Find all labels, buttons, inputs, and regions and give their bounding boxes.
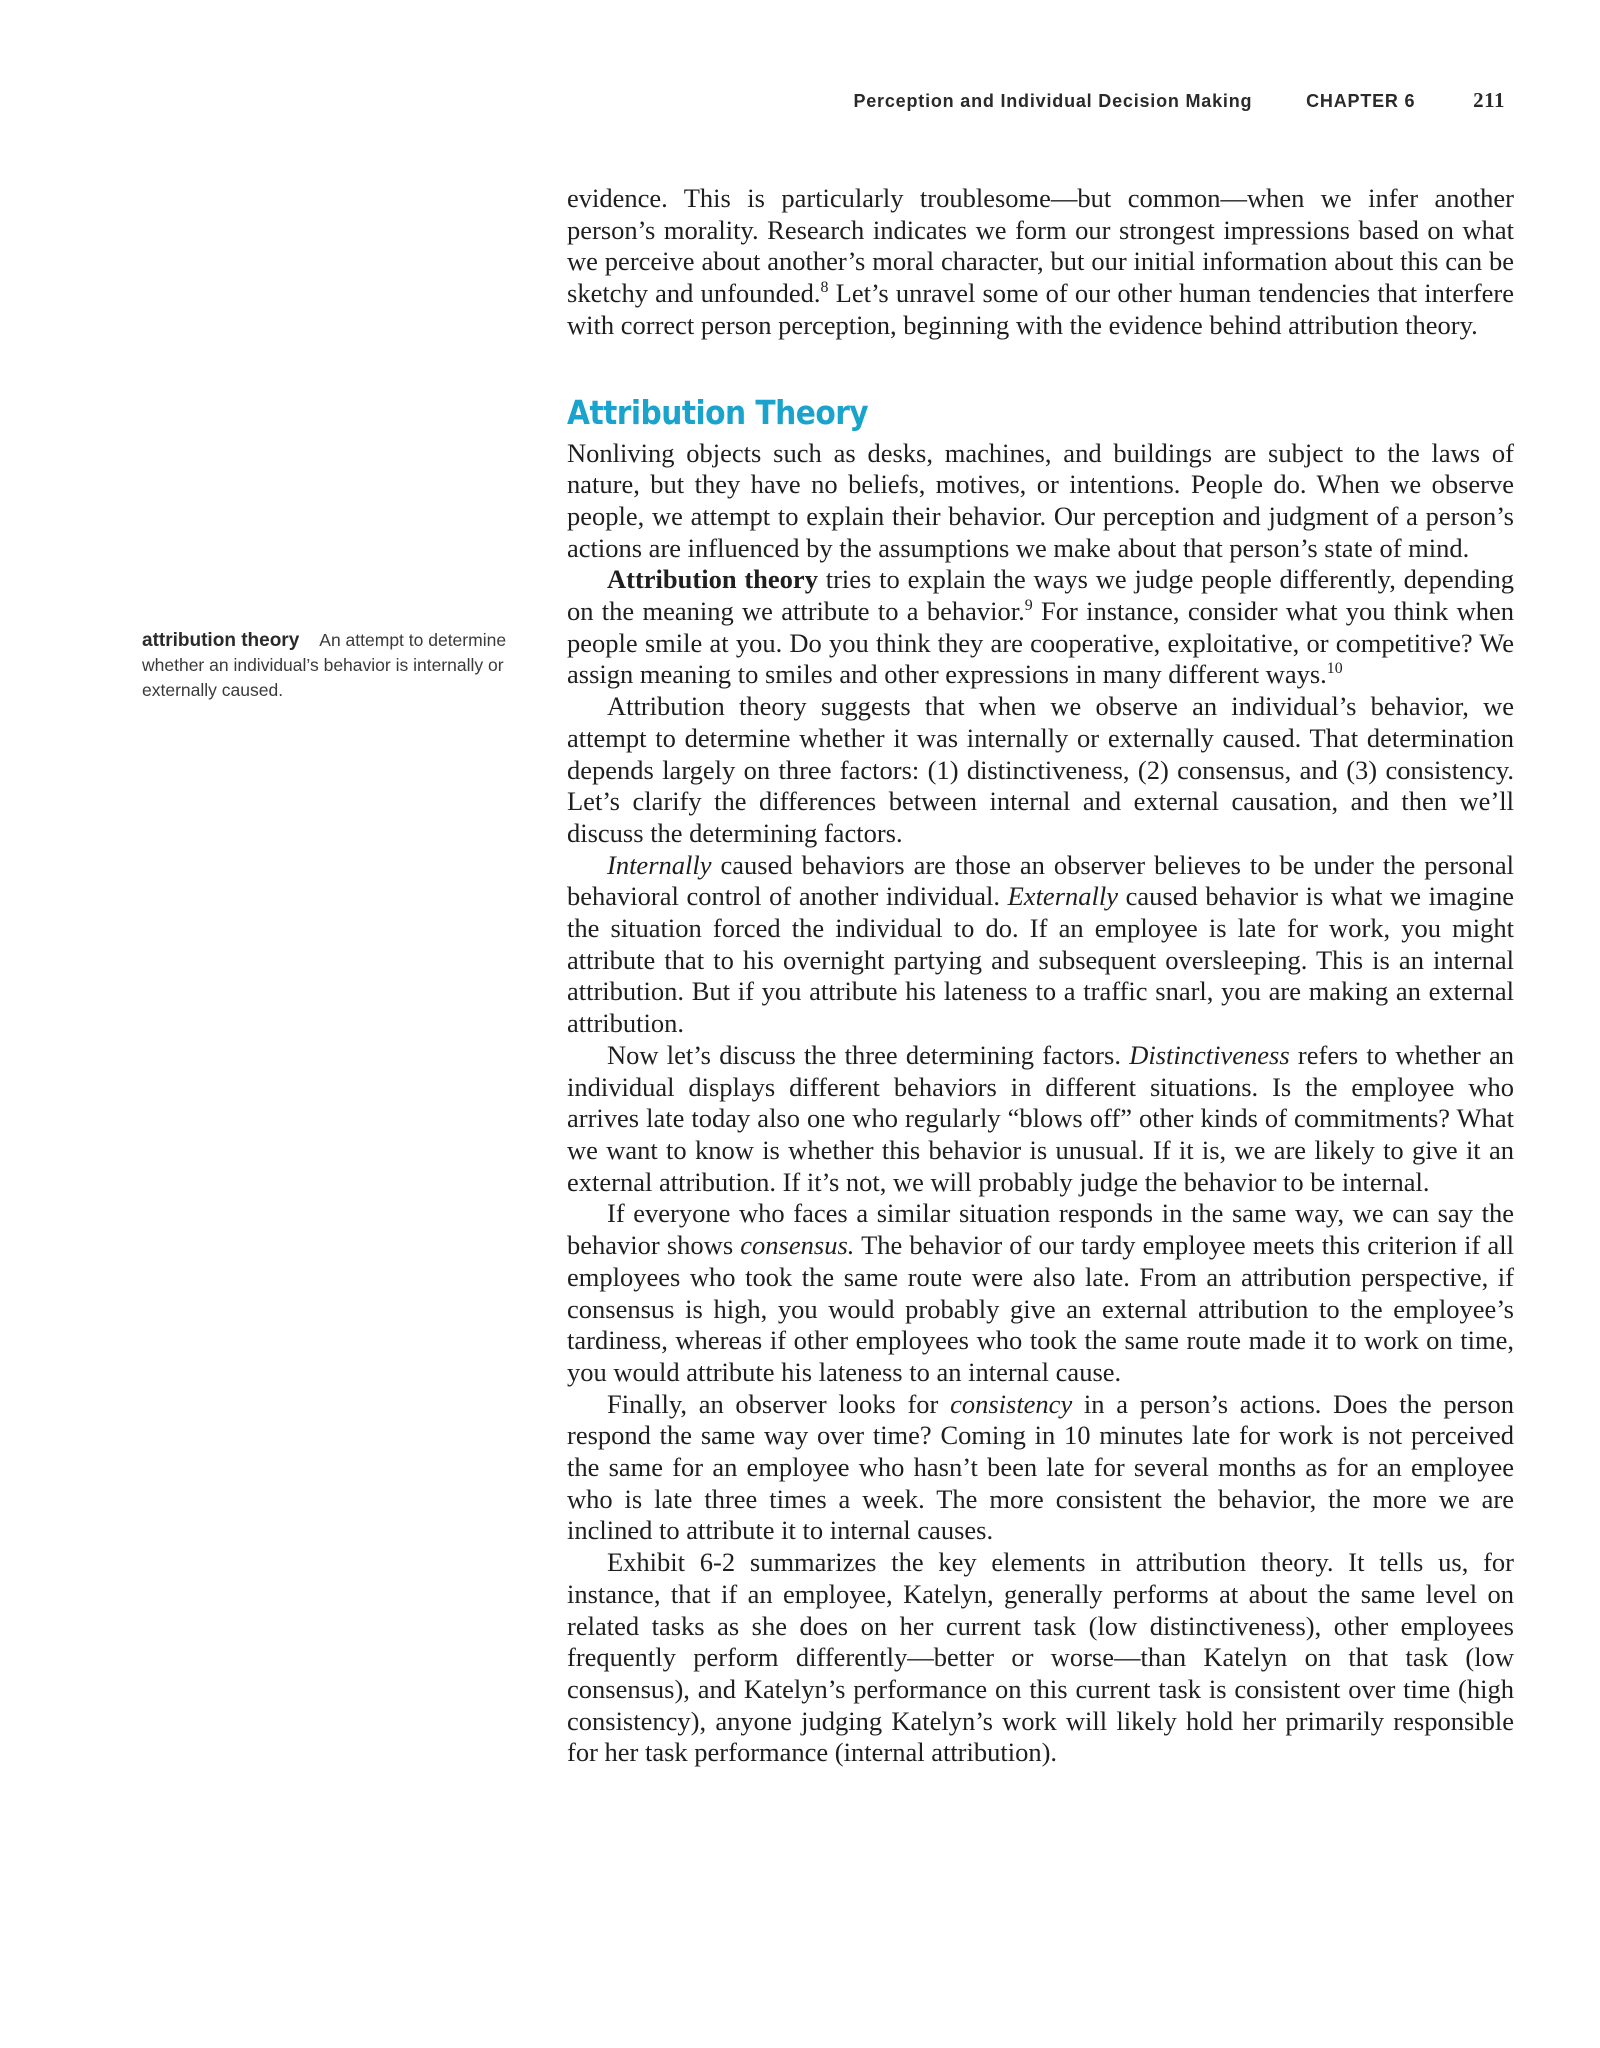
paragraph-4-text-b: caused behavior is what we imagine the situation forced the individual to do. If an employee is late for work, you might attribute that to his overnight partying and subsequent oversleeping. This is an internal attribution. But if you attribute his lateness to a traffic snarl, you are making an external attribution. — [567, 881, 1514, 1039]
margin-definition — [142, 628, 512, 703]
paragraph-7-text-a: Finally, an observer looks for — [607, 1388, 951, 1419]
running-head — [853, 88, 1505, 113]
paragraph-1: Nonliving objects such as desks, machines, and buildings are subject to the laws of nature, but they have no beliefs, motives, or intentions. People do. When we observe people, we attempt to explain their behavior. Our perception and judgment of a person’s actions are influenced by the assumptions we make about that person’s state of mind. — [567, 437, 1514, 563]
paragraph-6-text-a: If everyone who faces a similar situation responds in the same way, we can say the behavior shows — [567, 1198, 1514, 1261]
intro-paragraph — [567, 183, 1514, 342]
paragraph-2-text-a: tries to explain the ways we judge people differently, depending on the meaning we attribute to a behavior. — [567, 564, 1514, 627]
emphasis-distinctiveness: Distinctiveness — [1129, 1039, 1290, 1070]
emphasis-externally: Externally — [1007, 881, 1118, 912]
footnote-ref-10: 10 — [1326, 660, 1343, 678]
section-heading: Attribution Theory — [567, 392, 869, 432]
footnote-ref-8: 8 — [820, 279, 829, 297]
margin-definition-term: attribution theory — [142, 630, 300, 651]
paragraph-5-text-b: refers to whether an individual displays different behaviors in different situations. Is the employee who arrives late today also one who regularly “blows off” other kinds of commitments? What we want to know is whether this behavior is unusual. If it is, we are likely to give it an external attribution. If it’s not, we will probably judge the behavior to be internal. — [567, 1039, 1514, 1197]
paragraph-4 — [567, 850, 1514, 1040]
paragraph-6-text-b: The behavior of our tardy employee meets this criterion if all employees who took the same route were also late. From an attribution perspective, if consensus is high, you would probably give an external attribution to the employee’s tardiness, whereas if other employees who took the same route made it to work on time, you would attribute his lateness to an internal cause. — [567, 1230, 1514, 1387]
body-text — [567, 183, 1514, 1769]
running-head-chapter: CHAPTER 6 — [1306, 91, 1416, 111]
footnote-ref-9: 9 — [1024, 597, 1033, 615]
margin-definition-text: An attempt to determine whether an individual’s behavior is internally or externally caused. — [142, 630, 507, 700]
paragraph-4-text-a: caused behaviors are those an observer believes to be under the personal behavioral control of another individual. — [567, 849, 1514, 912]
paragraph-7-text-b: in a person’s actions. Does the person respond the same way over time? Coming in 10 minutes late for work is not perceived the same for an employee who hasn’t been late for several months as for an employee who is late three times a week. The more consistent the behavior, the more we are inclined to attribute it to internal causes. — [567, 1388, 1514, 1546]
intro-text-before-note: evidence. This is particularly troublesome—but common—when we infer another person’s morality. Research indicates we form our strongest impressions based on what we perceive about another’s moral character, but our initial information about this can be sketchy and unfounded. — [567, 183, 1514, 309]
paragraph-3: Attribution theory suggests that when we observe an individual’s behavior, we attempt to determine whether it was internally or externally caused. That determination depends largely on three factors: (1) distinctiveness, (2) consensus, and (3) consistency. Let’s clarify the differences between internal and external causation, and then we’ll discuss the determining factors. — [567, 691, 1514, 848]
paragraph-5 — [567, 1040, 1514, 1199]
paragraph-2-text-b: For instance, consider what you think when people smile at you. Do you think they are cooperative, exploitative, or competitive? We assign meaning to smiles and other expressions in many different ways. — [567, 596, 1514, 690]
paragraph-8: Exhibit 6-2 summarizes the key elements in attribution theory. It tells us, for instance, that if an employee, Katelyn, generally performs at about the same level on related tasks as she does on her current task (low distinctiveness), other employees frequently perform differently—better or worse—than Katelyn on that task (low consensus), and Katelyn’s performance on this current task is consistent over time (high consistency), anyone judging Katelyn’s work will likely hold her primarily responsible for her task performance (internal attribution). — [567, 1547, 1514, 1768]
emphasis-consensus: consensus. — [740, 1230, 855, 1261]
intro-text-after-note: Let’s unravel some of our other human tendencies that interfere with correct person perception, beginning with the evidence behind attribution theory. — [567, 278, 1514, 340]
running-head-title: Perception and Individual Decision Making — [853, 91, 1253, 111]
paragraph-2 — [567, 564, 1514, 691]
emphasis-consistency: consistency — [950, 1388, 1073, 1419]
key-term-attribution-theory: Attribution theory — [607, 564, 818, 595]
paragraph-7 — [567, 1389, 1514, 1548]
paragraph-6 — [567, 1198, 1514, 1388]
page-number: 211 — [1473, 88, 1505, 112]
emphasis-internally: Internally — [607, 849, 712, 880]
paragraph-5-text-a: Now let’s discuss the three determining factors. — [607, 1039, 1130, 1070]
